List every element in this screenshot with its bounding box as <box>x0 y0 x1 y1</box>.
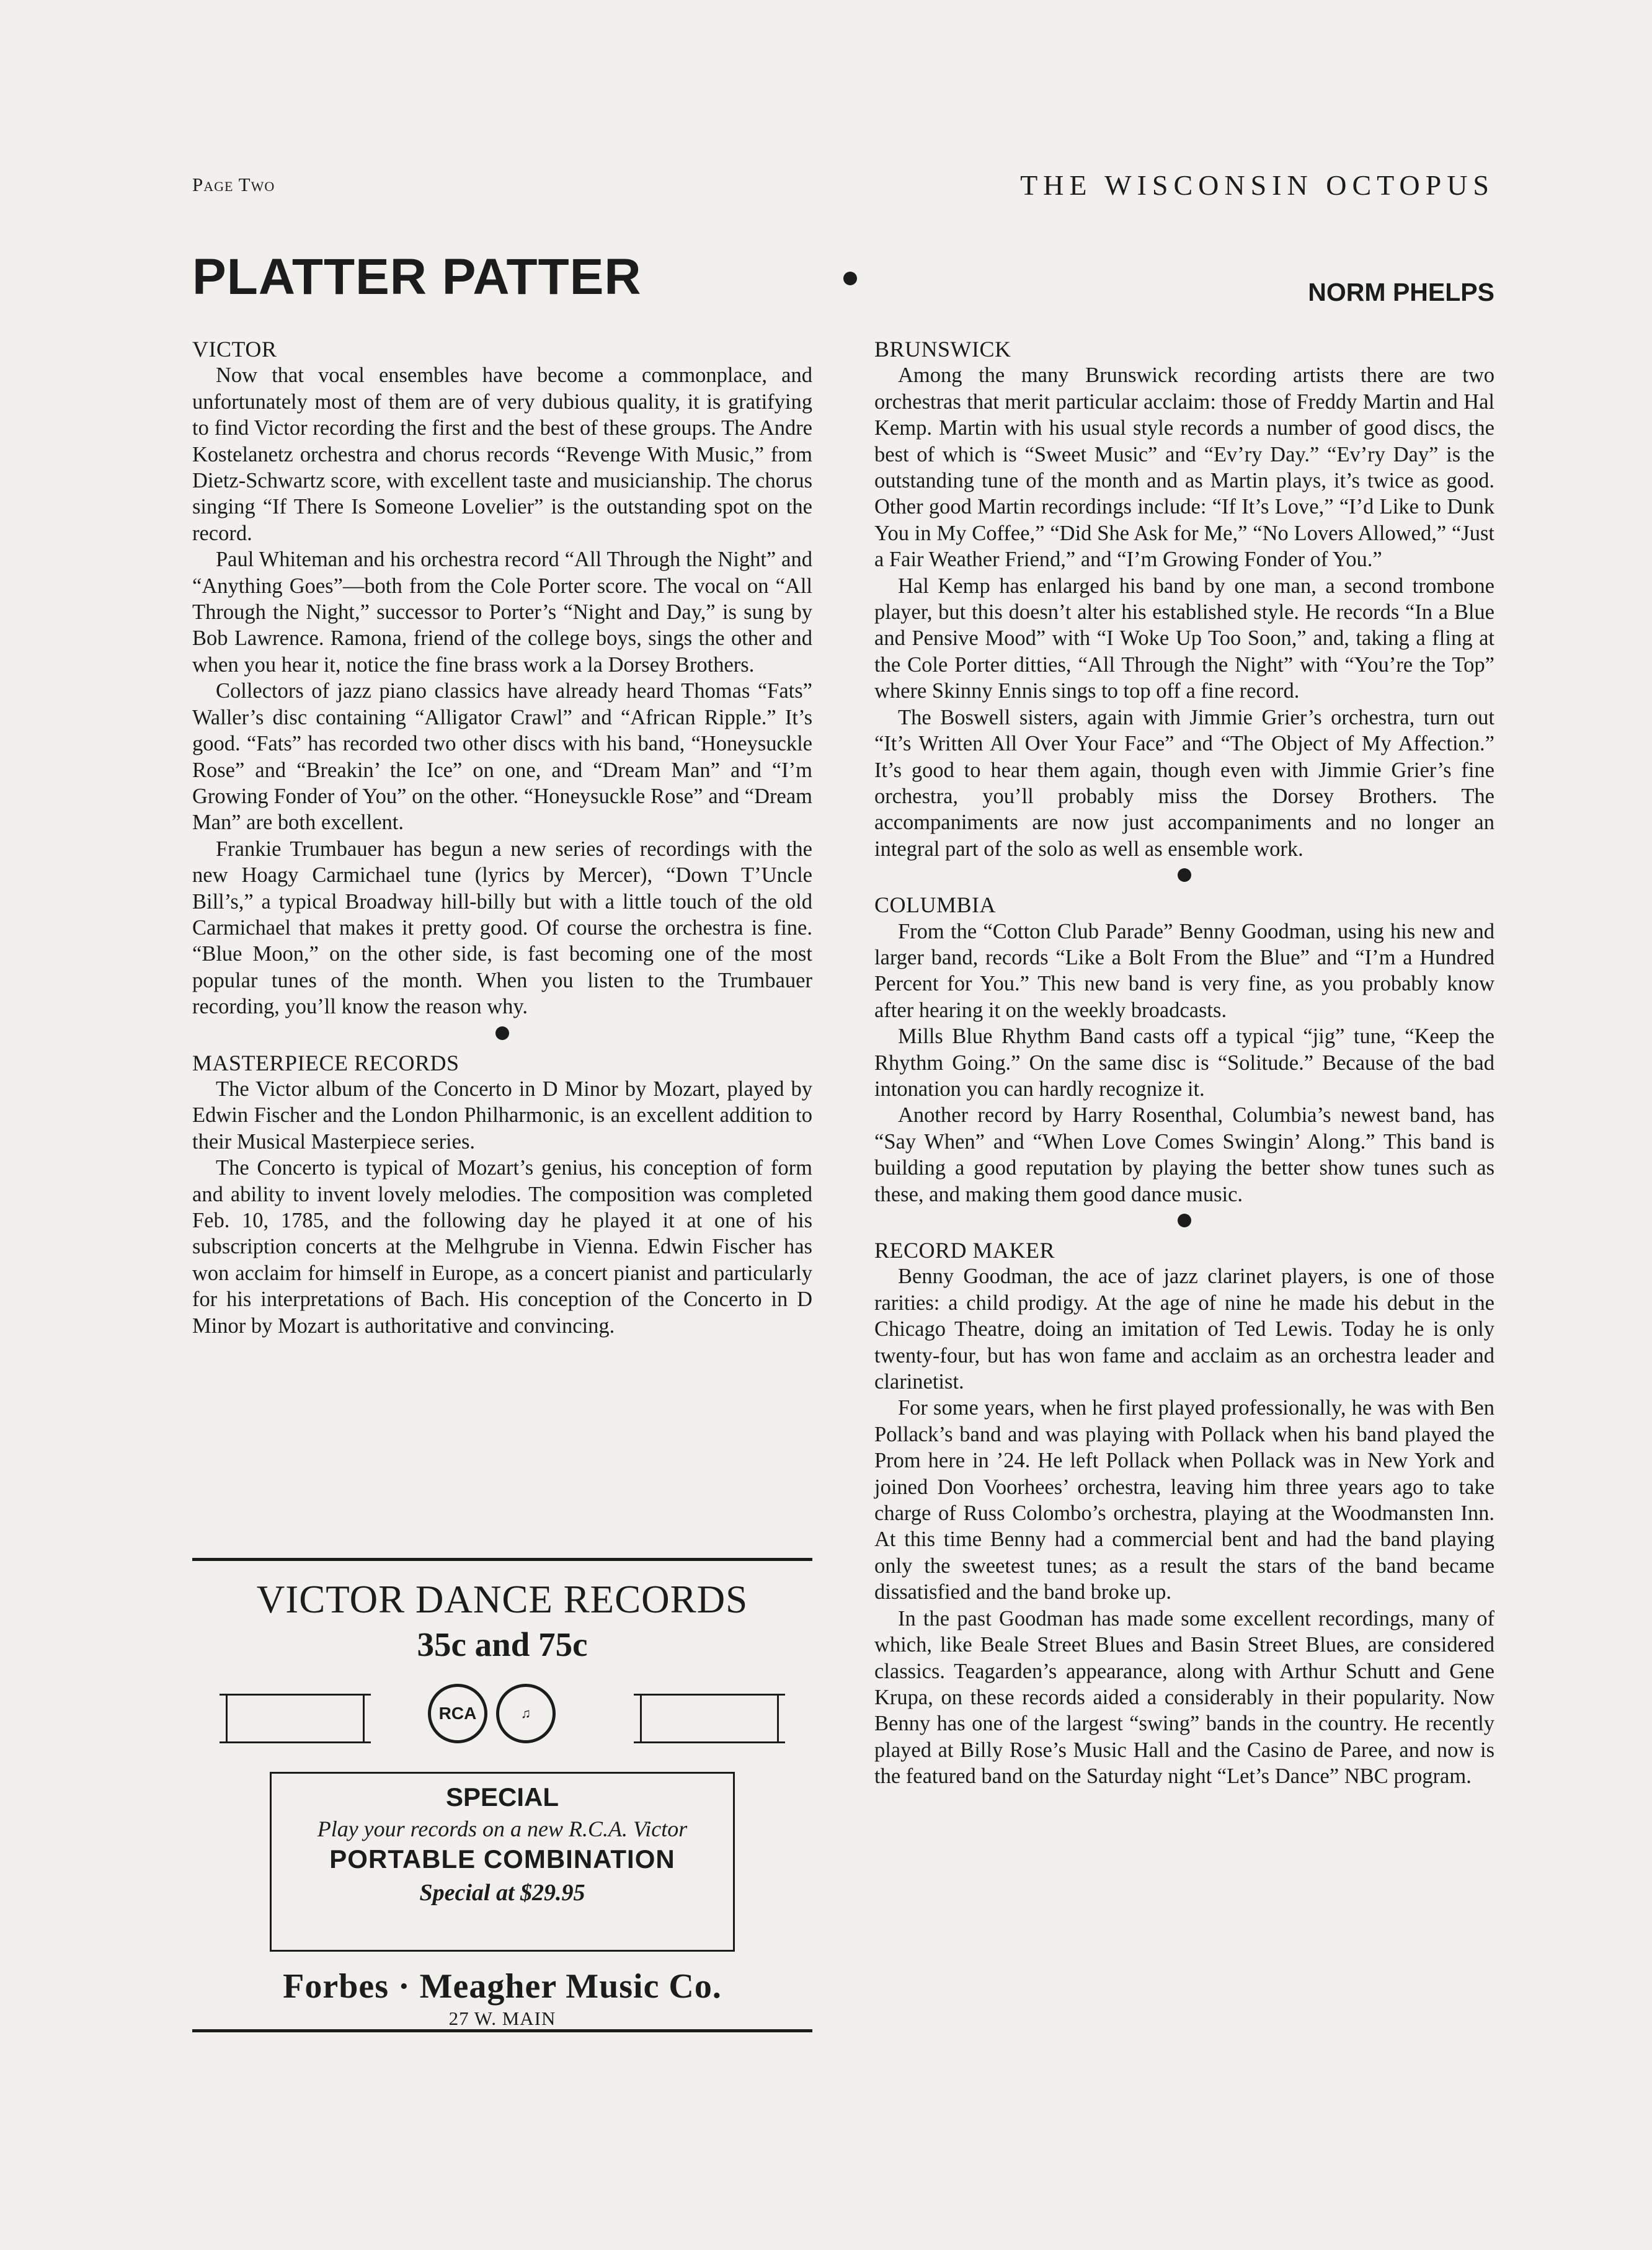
special-product: PORTABLE COMBINATION <box>329 1844 675 1874</box>
paragraph: Hal Kemp has enlarged his band by one man, a second trombone player, but this doesn’t alter his established style. He records “In a Blue and Pensive Mood” with “I Woke Up Too Soon,” and, taking a fling at the Cole Porter ditties, “All Through the Night” with “You’re the Top” where Skinny Ennis sings to top off a fine record. <box>874 574 1494 703</box>
paragraph: Benny Goodman, the ace of jazz clarinet players, is one of those rarities: a child prodigy. At the age of nine he made his debut in the Chicago Theatre, doing an imitation of Ted Lewis. Today he is only twenty-four, but has won fame and acclaim as an orchestra leader and clarinetist. <box>874 1265 1494 1394</box>
section-heading: BRUNSWICK <box>874 337 1011 362</box>
section-heading: MASTERPIECE RECORDS <box>192 1050 460 1075</box>
left-column <box>192 336 812 1339</box>
section-heading: COLUMBIA <box>874 892 997 918</box>
rca-logo <box>428 1684 487 1743</box>
paragraph: Mills Blue Rhythm Band casts off a typical “jig” tune, “Keep the Rhythm Going.” On the same disc is “Solitude.” Because of the bad intonation you can hardly recognize it. <box>874 1025 1494 1101</box>
paragraph: The Victor album of the Concerto in D Minor by Mozart, played by Edwin Fischer and the London Philharmonic, is an excellent addition to their Musical Masterpiece series. <box>192 1077 812 1154</box>
decorative-bracket <box>220 1694 371 1743</box>
his-masters-voice-icon: ♫ <box>496 1684 556 1743</box>
decorative-bracket <box>634 1694 785 1743</box>
paragraph: Among the many Brunswick recording artists there are two orchestras that merit particular acclaim: those of Freddy Martin and Hal Kemp. Martin with his usual style records a number of good discs, the best of which is “Sweet Music” and “Ev’ry Day.” “Ev’ry Day” is the outstanding tune of the month and as Martin plays, it’s twice as good. Other good Martin recordings include: “If It’s Love,” “I’d Like to Dunk You in My Coffee,” “Did She Ask for Me,” “No Lovers Allowed,” “Just a Fair Weather Friend,” and “I’m Growing Fonder of You.” <box>874 363 1494 572</box>
paragraph: From the “Cotton Club Parade” Benny Goodman, using his new and larger band, records “Like a Bolt From the Blue” and “I’m a Hundred Percent for You.” This new band is very fine, as you probably know after hearing it on the weekly broadcasts. <box>874 919 1494 1022</box>
special-offer-box <box>270 1772 735 1952</box>
ad-price: 35c and 75c <box>417 1625 588 1663</box>
special-line: Play your records on a new R.C.A. Victor <box>317 1816 688 1841</box>
store-name: Forbes · Meagher Music Co. <box>283 1967 722 2006</box>
logo-row <box>192 1676 812 1757</box>
special-title: SPECIAL <box>445 1782 559 1812</box>
ad-headline: VICTOR DANCE RECORDS <box>256 1578 748 1621</box>
section-divider <box>1178 868 1191 882</box>
section-divider <box>1178 1214 1191 1227</box>
paragraph: The Concerto is typical of Mozart’s genius, his conception of form and ability to invent lovely melodies. The composition was completed Feb. 10, 1785, and the following day he played it at one of his subscription concerts at the Melhgrube in Vienna. Edwin Fischer has won acclaim for himself in Europe, as a concert pianist and particularly for his interpretations of Bach. His conception of the Concerto in D Minor by Mozart is authoritative and convincing. <box>192 1156 812 1338</box>
paragraph: Now that vocal ensembles have become a commonplace, and unfortunately most of them are of very dubious quality, it is gratifying to find Victor recording the first and the best of these groups. The Andre Kostelanetz orchestra and chorus records “Revenge With Music,” from Dietz-Schwartz score, with excellent taste and musicianship. The chorus singing “If There Is Someone Lovelier” is the outstanding spot on the record. <box>192 363 812 545</box>
section-heading: RECORD MAKER <box>874 1238 1055 1263</box>
right-column <box>874 336 1494 1790</box>
paragraph: Collectors of jazz piano classics have already heard Thomas “Fats” Waller’s disc containing “Alligator Crawl” and “African Ripple.” It’s good. “Fats” has recorded two other discs with his band, “Honeysuckle Rose” and “Breakin’ the Ice” on one, and “Dream Man” and “I’m Growing Fonder of You” on the other. “Honeysuckle Rose” and “Dream Man” are both excellent. <box>192 679 812 835</box>
rca-logo-text: RCA <box>438 1704 477 1723</box>
special-price: Special at $29.95 <box>419 1880 585 1906</box>
masthead: THE WISCONSIN OCTOPUS <box>1020 169 1494 201</box>
paragraph: Another record by Harry Rosenthal, Columbia’s newest band, has “Say When” and “When Love Comes Swingin’ Along.” This band is building a good reputation by playing the better show tunes such as these, and making them good dance music. <box>874 1103 1494 1206</box>
paragraph: In the past Goodman has made some excellent recordings, many of which, like Beale Street Blues and Basin Street Blues, are considered classics. Teagarden’s appearance, along with Arthur Schutt and Gene Krupa, on these records aided a considerably in their popularity. Now Benny has one of the largest “swing” bands in the country. He recently played at Billy Rose’s Music Hall and the Casino de Paree, and now is the featured band on the Saturday night “Let’s Dance” NBC program. <box>874 1606 1494 1789</box>
article-title: PLATTER PATTER <box>192 249 642 305</box>
paragraph: Paul Whiteman and his orchestra record “All Through the Night” and “Anything Goes”—both from the Cole Porter score. The vocal on “All Through the Night,” successor to Porter’s “Night and Day,” is sung by Bob Lawrence. Ramona, friend of the college boys, sings the other and when you hear it, notice the fine brass work a la Dorsey Brothers. <box>192 548 812 677</box>
page-label: Page Two <box>192 174 275 195</box>
paragraph: The Boswell sisters, again with Jimmie Grier’s orchestra, turn out “It’s Written All Over Your Face” and “The Object of My Affection.” It’s good to hear them again, though even with Jimmie Grier’s fine orchestra, you’ll probably miss the Dorsey Brothers. The accompaniments are now just accompaniments and no longer an integral part of the solo as well as ensemble work. <box>874 705 1494 861</box>
title-bullet <box>843 272 857 285</box>
paragraph: For some years, when he first played professionally, he was with Ben Pollack’s band and was playing with Pollack when his band played the Prom here in ’24. He left Pollack when Pollack was in New York and joined Don Voorhees’ orchestra, leaving him three years ago to take charge of Russ Colombo’s orchestra, playing at the Woodmansten Inn. At this time Benny had a commercial bent and had the band playing only the sweetest tunes; as a result the stars of the band became dissatisfied and the band broke up. <box>874 1396 1494 1604</box>
article-author: NORM PHELPS <box>1308 278 1494 306</box>
section-divider <box>495 1026 509 1040</box>
section-heading: VICTOR <box>192 337 277 362</box>
advertisement <box>192 1558 812 2032</box>
paragraph: Frankie Trumbauer has begun a new series of recordings with the new Hoagy Carmichael tune (lyrics by Mercer), “Down T’Uncle Bill’s,” a typical Broadway hill-billy but with a little touch of the old Carmichael that makes it pretty good. Of course the orchestra is fine. “Blue Moon,” on the other side, is fast becoming one of the most popular tunes of the month. When you listen to the Trumbauer recording, you’ll know the reason why. <box>192 837 812 1019</box>
store-address: 27 W. MAIN <box>448 2008 556 2029</box>
